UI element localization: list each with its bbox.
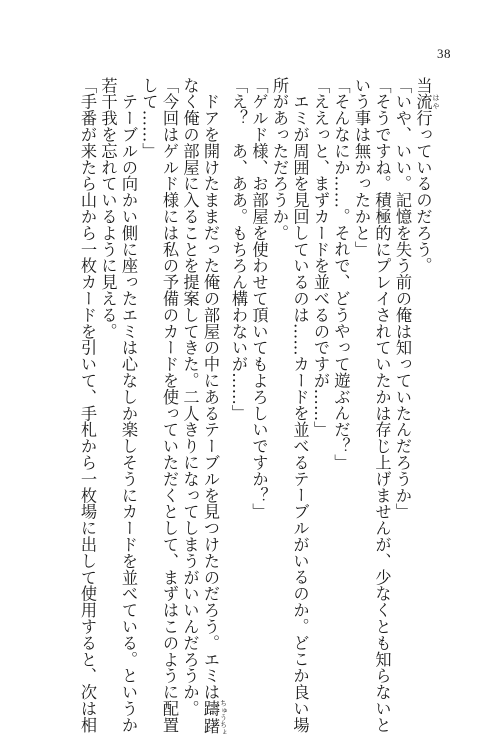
vertical-text-block: [77, 77, 441, 735]
text-line-2: 「いや、いい。記憶を失う前の俺は知っていたんだろうか」: [393, 77, 412, 520]
text-line-13: 「今回はゲルド様には私の予備のカードを使っていただくとして、まずはこのように配置: [160, 77, 179, 733]
ruby-annotation: 流 はや: [413, 93, 440, 110]
text-line-16: 若干我を忘れているように見える。: [98, 77, 118, 340]
text-line-15: テーブルの向かい側に座ったエミは心なしか楽しそうにカードを並べている。というか: [119, 77, 138, 733]
text-line-9: 「ゲルド様、お部屋を使わせて頂いてもよろしいですか？」: [249, 77, 269, 520]
text-line-12: なく俺の部屋に入ることを提案してきた。二人きりになってしまうがいいんだろうか。: [180, 77, 200, 717]
text-line-14: して……」: [139, 77, 159, 159]
text-line-10: 「え？ あ、ああ。もちろん構わないが……」: [229, 77, 248, 422]
page-number: 38: [437, 46, 451, 61]
text-line-5: 「そんなにか……。それで、どうやって遊ぶんだ？」: [331, 77, 351, 471]
text-line-6: 「ええっと、まずカードを並べるのですが……」: [311, 77, 330, 438]
text-line-8: 所があっただろうか。: [270, 77, 289, 241]
text-line-3: 「そうですね。積極的にプレイされていたかは存じ上げませんが、少なくとも知らないと: [372, 77, 392, 733]
text-line-7: エミが周囲を見回しているのは……カードを並べるテーブルがいるのか。どこか良い場: [290, 77, 310, 733]
text-line-11: ドアを開けたままだった俺の部屋の中にあるテーブルを見つけたのだろう。エミは躊躇 ちゅうちょ: [201, 77, 228, 735]
text-line-17: 「手番が来たら山から一枚カードを引いて、手札から一枚場に出して使用すると、次は相: [78, 77, 97, 733]
ruby-annotation: 躊躇 ちゅうちょ: [201, 699, 228, 735]
text-line-4: いう事は無かったかと」: [352, 77, 371, 258]
text-line-1: 当流 はや行っているのだろう。: [413, 77, 440, 274]
